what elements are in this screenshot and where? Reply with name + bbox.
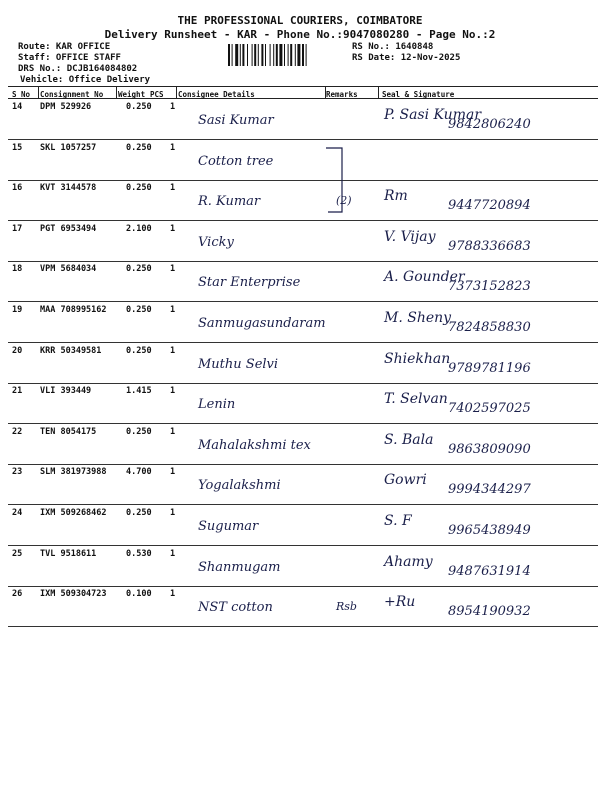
row-phone: 9487631914 (448, 563, 531, 579)
bracket-mark (320, 140, 360, 220)
row-weight: 0.250 (126, 426, 152, 437)
row-consignee: Vicky (198, 234, 234, 250)
rs-date: RS Date: 12-Nov-2025 (352, 53, 461, 63)
row-consignee: Yogalakshmi (198, 478, 281, 494)
row-sno: 23 (12, 467, 23, 478)
row-weight: 0.530 (126, 548, 152, 559)
row-pcs: 1 (170, 589, 176, 600)
row-weight: 0.100 (126, 589, 152, 600)
row-sno: 20 (12, 345, 23, 356)
table-row (8, 261, 598, 302)
table-row (8, 302, 598, 343)
col-consignment-header: Consignment No (40, 90, 104, 99)
drs-number: DRS No.: DCJB164084802 (18, 64, 138, 74)
table-row (8, 546, 598, 587)
row-phone: 7824858830 (448, 320, 531, 335)
row-consignment: PGT 6953494 (40, 223, 97, 234)
col-remarks-header: Remarks (326, 90, 358, 99)
route-label: Route: KAR OFFICE (18, 42, 111, 52)
row-consignment: IXM 509268462 (40, 508, 107, 518)
col-sno-header: S No (12, 90, 31, 99)
row-phone: 9788336683 (448, 238, 531, 254)
col-consignee-header: Consignee Details (178, 90, 255, 99)
header-top-rule (8, 86, 598, 87)
row-pcs: 1 (170, 548, 176, 559)
row-pcs: 1 (170, 264, 176, 275)
row-pcs: 1 (170, 102, 176, 112)
runsheet-subtitle: Delivery Runsheet - KAR - Phone No.:9047080280 - Page No.:2 (104, 28, 496, 41)
row-signature: V. Vijay (384, 228, 436, 245)
row-consignee: Sasi Kumar (198, 113, 274, 128)
row-consignment: SLM 381973988 (40, 467, 107, 478)
row-consignee: R. Kumar (198, 194, 261, 210)
col-divider (176, 86, 177, 98)
row-sno: 25 (12, 548, 23, 559)
row-sno: 26 (12, 589, 23, 600)
row-consignee: NST cotton (198, 600, 273, 616)
row-consignee: Shanmugam (198, 559, 281, 575)
row-pcs: 1 (170, 142, 176, 153)
row-consignment: SKL 1057257 (40, 142, 97, 153)
row-signature: Ahamy (384, 553, 433, 570)
row-phone: 9842806240 (448, 117, 531, 132)
col-pcs-header: PCS (150, 90, 164, 99)
col-divider (325, 86, 326, 98)
table-row (8, 221, 598, 262)
row-signature: +Ru (384, 594, 416, 611)
row-remark: (2) (336, 194, 352, 208)
row-pcs: 1 (170, 508, 176, 518)
row-signature: A. Gounder (384, 269, 465, 286)
row-pcs: 1 (170, 426, 176, 437)
row-phone: 7373152823 (448, 279, 531, 295)
row-weight: 4.700 (126, 467, 152, 478)
row-consignee: Sanmugasundaram (198, 316, 326, 331)
row-consignment: IXM 509304723 (40, 589, 107, 600)
row-consignee: Mahalakshmi tex (198, 437, 311, 453)
row-signature: Gowri (384, 472, 427, 489)
table-row (8, 424, 598, 465)
row-weight: 0.250 (126, 102, 152, 112)
table-row (8, 140, 598, 181)
row-weight: 2.100 (126, 223, 152, 234)
row-sno: 18 (12, 264, 23, 275)
row-consignee: Muthu Selvi (198, 356, 279, 372)
row-consignment: VPM 5684034 (40, 264, 97, 275)
row-pcs: 1 (170, 386, 176, 397)
row-pcs: 1 (170, 183, 176, 194)
row-phone: 7402597025 (448, 401, 531, 417)
row-consignee: Lenin (198, 397, 236, 413)
row-signature: M. Sheny (384, 310, 452, 326)
row-consignee: Sugumar (198, 519, 259, 534)
row-remark: Rsb (336, 600, 357, 614)
row-phone: 9447720894 (448, 198, 531, 214)
table-row (8, 99, 598, 140)
row-phone: 9789781196 (448, 360, 531, 376)
row-sno: 15 (12, 142, 23, 153)
row-sno: 14 (12, 102, 23, 112)
row-signature: Shiekhan (384, 350, 451, 367)
row-consignment: MAA 708995162 (40, 305, 107, 315)
row-weight: 0.250 (126, 508, 152, 518)
col-weight-header: Weight (118, 90, 146, 99)
row-consignee: Cotton tree (198, 153, 274, 169)
row-consignment: DPM 529926 (40, 102, 92, 112)
row-consignment: VLI 393449 (40, 386, 92, 397)
vehicle-label: Vehicle: Office Delivery (20, 75, 151, 85)
row-weight: 0.250 (126, 305, 152, 315)
row-consignment: TEN 8054175 (40, 426, 97, 437)
row-consignee: Star Enterprise (198, 275, 301, 291)
row-sno: 21 (12, 386, 23, 397)
row-signature: S. F (384, 513, 412, 529)
rs-number: RS No.: 1640848 (352, 42, 434, 52)
col-divider (378, 86, 379, 98)
row-consignment: KRR 50349581 (40, 345, 102, 356)
row-weight: 0.250 (126, 142, 152, 153)
col-divider (116, 86, 117, 98)
table-row (8, 343, 598, 384)
row-weight: 0.250 (126, 183, 152, 194)
table-row (8, 383, 598, 424)
row-signature: P. Sasi Kumar (384, 107, 482, 123)
row-pcs: 1 (170, 345, 176, 356)
col-signature-header: Seal & Signature (382, 90, 455, 99)
row-pcs: 1 (170, 305, 176, 315)
row-phone: 9863809090 (448, 441, 531, 457)
row-pcs: 1 (170, 467, 176, 478)
row-signature: T. Selvan (384, 391, 448, 408)
row-sno: 22 (12, 426, 23, 437)
row-sno: 19 (12, 305, 23, 315)
row-signature: S. Bala (384, 431, 434, 448)
row-consignment: TVL 9518611 (40, 548, 97, 559)
table-row (8, 586, 598, 627)
row-phone: 9994344297 (448, 482, 531, 498)
row-pcs: 1 (170, 223, 176, 234)
row-phone: 8954190932 (448, 604, 531, 620)
table-row (8, 464, 598, 505)
staff-label: Staff: OFFICE STAFF (18, 53, 121, 63)
col-divider (38, 86, 39, 98)
table-row (8, 180, 598, 221)
row-phone: 9965438949 (448, 523, 531, 538)
row-consignment: KVT 3144578 (40, 183, 97, 194)
row-sno: 16 (12, 183, 23, 194)
row-signature: Rm (384, 188, 408, 205)
row-weight: 1.415 (126, 386, 152, 397)
table-row (8, 505, 598, 546)
company-title: THE PROFESSIONAL COURIERS, COIMBATORE (177, 14, 423, 27)
row-weight: 0.250 (126, 345, 152, 356)
row-weight: 0.250 (126, 264, 152, 275)
row-sno: 17 (12, 223, 23, 234)
row-sno: 24 (12, 508, 23, 518)
barcode-image (228, 44, 348, 66)
